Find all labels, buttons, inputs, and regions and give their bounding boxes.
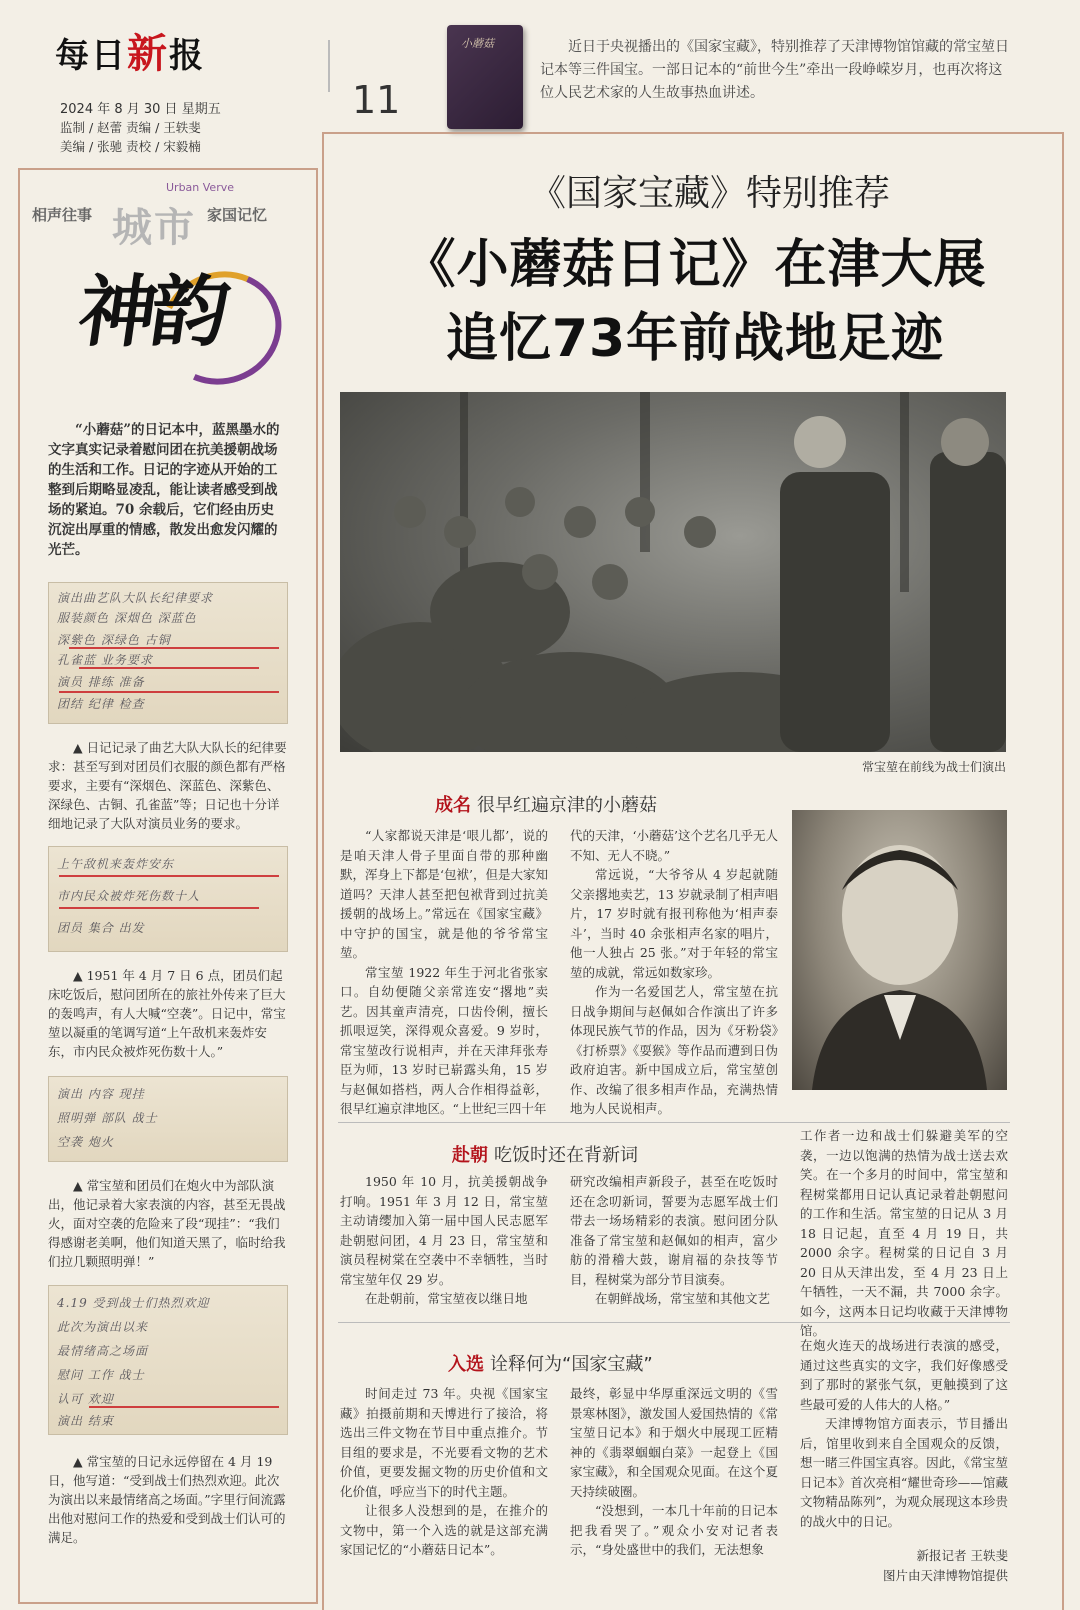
article-column: 在炮火连天的战场进行表演的感受，通过这些真实的文字，我们好像感受到了那时的紧张气氛，更触摸到了这些最可爱的人伟大的人格。” 天津博物馆方面表示，节目播出后，馆里收到来自全国观众的反馈，想一睹三件国宝真容。因此，《常宝堃日记本》首次亮相“耀世奇珍——馆藏文物精品陈列”，为观众展现这本珍贵的战火中的日记。 [800, 1338, 1008, 1529]
book-cover-label: 小蘑菇 [461, 37, 494, 50]
newspaper-logo [55, 22, 235, 82]
diary-caption-1: ▲ 日记记录了曲艺大队大队长的纪律要求：甚至写到对团员们衣服的颜色都有严格要求，主要有“深烟色、深蓝色、深紫色、深绿色、古铜、孔雀蓝”等；日记也十分详细地记录了大队对演员业务的要求。 [48, 740, 287, 831]
section-heading-selection [448, 1350, 653, 1376]
issue-date: 2024 年 8 月 30 日 星期五 [60, 102, 221, 117]
section-divider [338, 1322, 1010, 1323]
sidebar-tag-left: 相声往事 [32, 206, 93, 224]
page-number: 11 [352, 78, 401, 122]
frontline-performance-photo [340, 392, 1006, 752]
header-divider [328, 40, 330, 92]
portrait-photo [792, 810, 1007, 1090]
photo-credit: 图片由天津博物馆提供 [882, 1568, 1008, 1583]
photo-caption: 常宝堃在前线为战士们演出 [861, 760, 1006, 774]
article-column: 最终，彰显中华厚重深远文明的《雪景寒林图》，激发国人爱国热情的《常宝堃日记本》和于烟火中展现工匠精神的《翡翠蝈蝈白菜》一起登上《国家宝藏》，和全国观众见面。在这个夏天持续破圈。 “没想到，一本几十年前的日记本把我看哭了。”观众小安对记者表示，“身处盛世中的我们，无法想象 [570, 1386, 778, 1557]
article-column: 时间走过 73 年。央视《国家宝藏》拍摄前期和天博进行了接洽，将选出三件文物在节目中重点推介。节目组的要求是，不光要看文物的艺术价值，更要发掘文物的历史价值和文化价值，呼应当下的时代主题。 让很多人没想到的是，在推介的文物中，第一个入选的就是这部充满家国记忆的“小蘑菇日记本”。 [340, 1386, 548, 1557]
diary-caption-2: ▲ 1951 年 4 月 7 日 6 点，团员们起床吃饭后，慰问团所在的旅社外传来了巨大的轰鸣声，有人大喊“空袭”。日记中，常宝堃以凝重的笔调写道“上午敌机来轰炸安东，市内民众被炸死伤数十人。” [48, 968, 286, 1059]
brand-script-title: 神韵 [72, 267, 230, 358]
article-column: 1950 年 10 月，抗美援朝战争打响。1951 年 3 月 12 日，常宝堃主动请缨加入第一届中国人民志愿军赴朝慰问团，4 月 23 日，常宝堃和演员程树棠在空袭中不幸牺牲，当时常宝堃年仅 29 岁。 在赴朝前，常宝堃夜以继日地 [340, 1174, 548, 1306]
article-column: “人家都说天津是‘哏儿都’，说的是咱天津人骨子里面自带的那种幽默，浑身上下都是‘包袱’，但是大家知道吗？天津人甚至把包袱背到过抗美援朝的战场上。”常远在《国家宝藏》中守护的国宝，就是他的爷爷常宝堃。 常宝堃 1922 年生于河北省张家口。自幼便随父亲常连安“撂地”卖艺。因其童声清亮，口齿伶俐，擅长抓哏逗笑，深得观众喜爱。9 岁时，常宝堃改行说相声，并在天津拜张寿臣为师，13 岁时已崭露头角，15 岁与赵佩如搭档，两人合作相得益彰，很早红遍京津地区。“上世纪三四十年 [340, 828, 548, 1116]
red-underline [59, 875, 279, 877]
diary-page-image-4: 4.19 受到战士们热烈欢迎 此次为演出以来 最情绪高之场面 慰问 工作 战士 认可 欢迎 演出 结束 [48, 1285, 288, 1435]
headline-line1: 《小蘑菇日记》在津大展 [403, 235, 987, 295]
section-label: 成名 [435, 795, 471, 816]
red-underline [59, 691, 279, 693]
section-title: 诠释何为“国家宝藏” [490, 1354, 653, 1375]
diary-page-image-2: 上午敌机来轰炸安东 市内民众被炸死伤数十人 团员 集合 出发 [48, 846, 288, 952]
section-heading-fame [435, 791, 657, 817]
article-column: 研究改编相声新段子，甚至在吃饭时还在念叨新词，誓要为志愿军战士们带去一场场精彩的表演。慰问团分队准备了常宝堃和赵佩如的相声，富少舫的滑稽大鼓，谢肩福的杂技等节目，程树棠为部分节目演奏。 在朝鲜战场，常宝堃和其他文艺 [570, 1174, 778, 1306]
diary-caption-4: ▲ 常宝堃的日记永远停留在 4 月 19 日，他写道：“受到战士们热烈欢迎。此次为演出以来最情绪高之场面。”字里行间流露出他对慰问工作的热爱和受到战士们认可的满足。 [48, 1454, 286, 1545]
diary-book-photo [447, 25, 523, 129]
logo-red-character: 新 [127, 30, 169, 77]
logo-prefix: 每日 [55, 36, 127, 76]
section-label: 入选 [448, 1354, 484, 1375]
article-column: 工作者一边和战士们躲避美军的空袭，一边以饱满的热情为战士送去欢笑。在一个多月的时间中，常宝堃和程树棠都用日记认真记录着赴朝慰问的工作和生活。常宝堃的日记从 3 月 18 日记起，直至 4 月 19 日，共 2000 余字。程树棠的日记自 3 月 20 日从天津出发，至 4 月 23 日上午牺牲，一天不漏，共 7000 余字。如今，这两本日记均收藏于天津博物馆。 [800, 1128, 1008, 1338]
brand-english: Urban Verve [166, 181, 235, 194]
red-underline [79, 667, 259, 669]
section-divider [338, 1122, 1010, 1123]
section-label: 赴朝 [452, 1145, 488, 1166]
diary-caption-3: ▲ 常宝堃和团员们在炮火中为部队演出，他记录着大家表演的内容，甚至无畏战火，面对空袭的危险来了段“现挂”：“我们得感谢老美啊，他们知道天黑了，临时给我们拉几颗照明弹！” [48, 1178, 286, 1269]
logo-suffix: 报 [169, 36, 205, 76]
sidebar-intro: “小蘑菇”的日记本中，蓝黑墨水的文字真实记录着慰问团在抗美援朝战场的生活和工作。日记的字迹从开始的工整到后期略显凌乱，能让读者感受到战场的紧迫。70 余载后，它们经由历史沉淀出厚重的情感，散发出愈发闪耀的光芒。 [48, 422, 280, 558]
sidebar-tag-right: 家国记忆 [207, 206, 268, 224]
red-underline [59, 907, 259, 909]
section-heading-korea [452, 1141, 638, 1167]
article-column: 代的天津，‘小蘑菇’这个艺名几乎无人不知、无人不晓。” 常远说，“大爷爷从 4 岁起就随父亲撂地卖艺，13 岁就录制了相声唱片，17 岁时就有报刊称他为‘相声泰斗’，当时 40 余张相声名家的唱片，他一人独占 25 张。”对于年轻的常宝堃的成就，常远如数家珍。 作为一名爱国艺人，常宝堃在抗日战争期间与赵佩如合作演出了许多体现民族气节的作品，因为《牙粉袋》《打桥票》《耍猴》等作品而遭到日伪政府迫害。新中国成立后，常宝堃创作、改编了很多相声作品，充满热情地为人民说相声。 [570, 828, 778, 1116]
section-title: 很早红遍京津的小蘑菇 [477, 795, 657, 816]
staff-credits-line2: 美编 / 张驰 责校 / 宋毅楠 [60, 139, 201, 154]
diary-page-image-1: 演出曲艺队大队长纪律要求 服装颜色 深烟色 深蓝色 深紫色 深绿色 古铜 孔雀蓝 业务要求 演员 排练 准备 团结 纪律 检查 [48, 582, 288, 724]
headline-line2: 追忆73年前战地足迹 [445, 309, 945, 369]
headline-kicker: 《国家宝藏》特别推荐 [529, 173, 890, 214]
red-underline [69, 647, 279, 649]
section-title: 吃饭时还在背新词 [494, 1145, 638, 1166]
article-intro: 近日于央视播出的《国家宝藏》，特别推荐了天津博物馆馆藏的常宝堃日记本等三件国宝。一部日记本的“前世今生”牵出一段峥嵘岁月，也再次将这位人民艺术家的人生故事热血讲述。 [540, 39, 1009, 101]
brand-city-title: 城市 [112, 205, 196, 251]
portrait-figure [792, 810, 1007, 1090]
diary-page-image-3: 演出 内容 现挂 照明弹 部队 战士 空袭 炮火 [48, 1076, 288, 1162]
photo-scene [340, 392, 1006, 752]
staff-credits-line1: 监制 / 赵蕾 责编 / 王轶斐 [60, 120, 201, 135]
reporter-byline: 新报记者 王轶斐 [916, 1548, 1008, 1563]
red-underline [89, 1406, 279, 1408]
